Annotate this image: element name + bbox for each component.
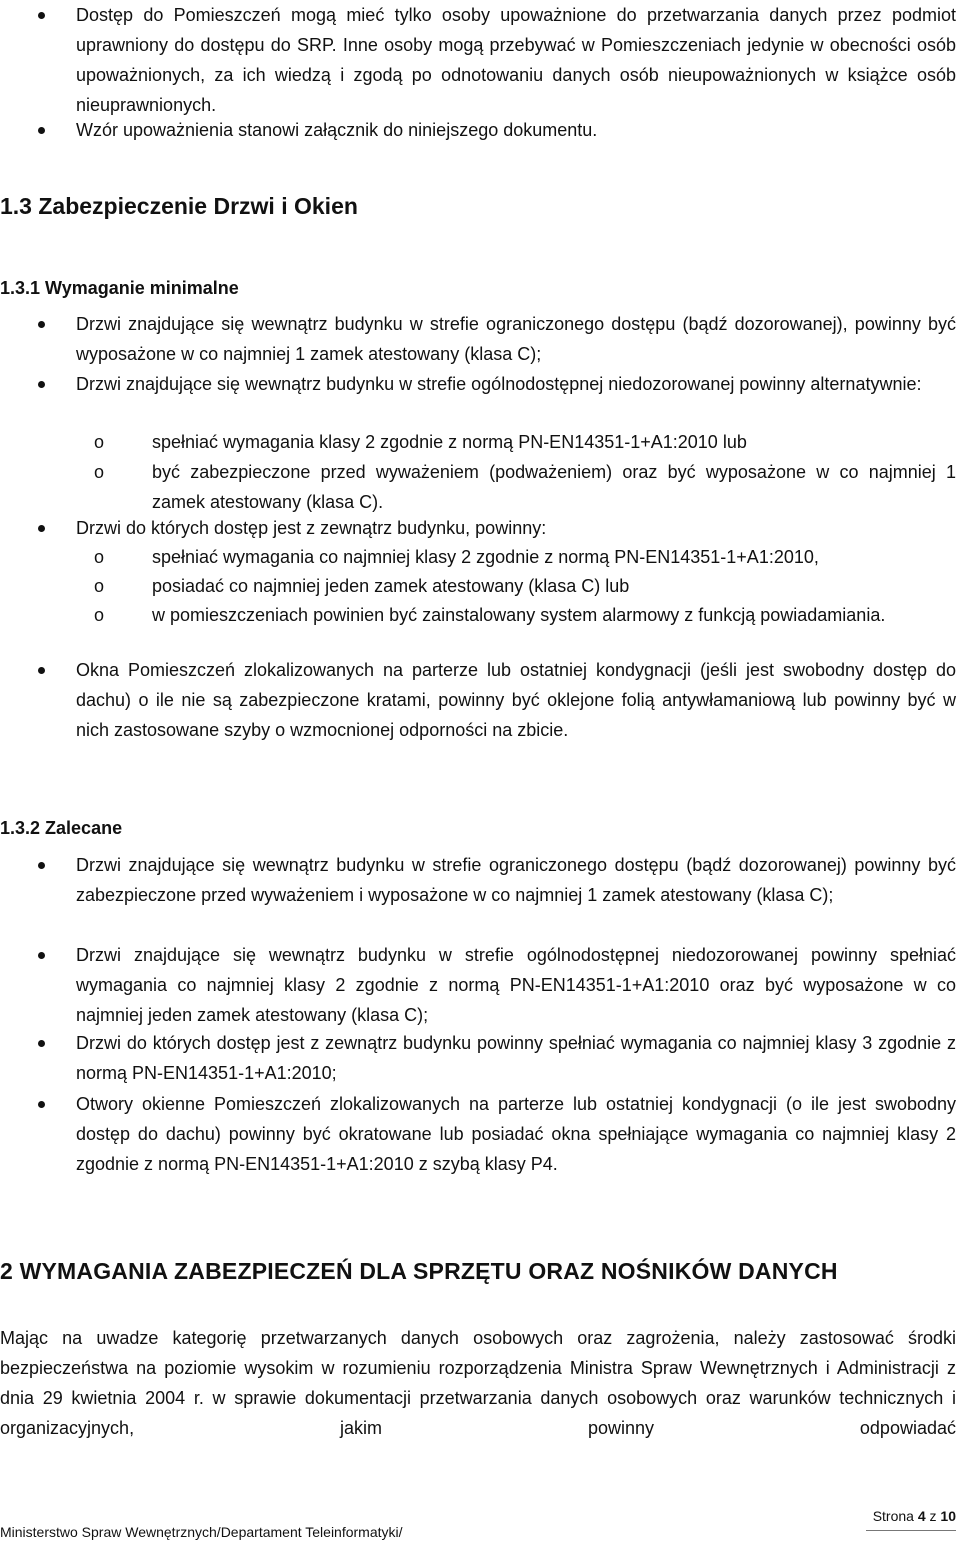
section-heading-1-3: 1.3 Zabezpieczenie Drzwi i Okien (0, 193, 358, 219)
requirement-subitem: o spełniać wymagania co najmniej klasy 2 zgodnie z normą PN-EN14351-1+A1:2010, (152, 542, 956, 572)
requirement-subitem: o posiadać co najmniej jeden zamek atestowany (klasa C) lub (152, 571, 956, 601)
recommendation-bullet: Drzwi znajdujące się wewnątrz budynku w strefie ograniczonego dostępu (bądź dozorowanej) powinny być zabezpieczone przed wyważeniem i wyposażone w co najmniej 1 zamek atestowany (klasa C); (76, 850, 956, 910)
footer-divider (866, 1530, 956, 1531)
page-total: 10 (940, 1508, 956, 1524)
footer-organization: Ministerstwo Spraw Wewnętrznych/Departament Teleinformatyki/ (0, 1524, 403, 1540)
requirement-subitem: o być zabezpieczone przed wyważeniem (podważeniem) oraz być wyposażone w co najmniej 1 zamek atestowany (klasa C). (152, 457, 956, 517)
requirement-bullet: Drzwi znajdujące się wewnątrz budynku w strefie ogólnodostępnej niedozorowanej powinny alternatywnie: (76, 369, 956, 399)
intro-bullet: Wzór upoważnienia stanowi załącznik do niniejszego dokumentu. (76, 115, 956, 145)
requirement-bullet: Okna Pomieszczeń zlokalizowanych na parterze lub ostatniej kondygnacji (jeśli jest swobodny dostęp do dachu) o ile nie są zabezpieczone kratami, powinny być oklejone folią antywłamaniową lub powinny być w nich zastosowane szyby o wzmocnionej odporności na zbicie. (76, 655, 956, 745)
page-of: z (929, 1508, 937, 1524)
requirement-bullet: Drzwi znajdujące się wewnątrz budynku w strefie ograniczonego dostępu (bądź dozorowanej), powinny być wyposażone w co najmniej 1 zamek atestowany (klasa C); (76, 309, 956, 369)
intro-bullet: Dostęp do Pomieszczeń mogą mieć tylko osoby upoważnione do przetwarzania danych przez podmiot uprawniony do dostępu do SRP. Inne osoby mogą przebywać w Pomieszczeniach jedynie w obecności osób upoważnionych, za ich wiedzą i zgodą po odnotowaniu danych osób nieupoważnionych w książce osób nieuprawnionych. (76, 0, 956, 120)
recommendation-bullet: Drzwi do których dostęp jest z zewnątrz budynku powinny spełniać wymagania co najmniej klasy 3 zgodnie z normą PN-EN14351-1+A1:2010; (76, 1028, 956, 1088)
subsection-heading-1-3-1: 1.3.1 Wymaganie minimalne (0, 278, 239, 298)
requirement-subitem: o w pomieszczeniach powinien być zainstalowany system alarmowy z funkcją powiadamiania. (152, 600, 956, 630)
recommendation-bullet: Drzwi znajdujące się wewnątrz budynku w strefie ogólnodostępnej niedozorowanej powinny spełniać wymagania co najmniej klasy 2 zgodnie z normą PN-EN14351-1+A1:2010 oraz być wyposażone w co najmniej jeden zamek atestowany (klasa C); (76, 940, 956, 1030)
page-label: Strona (872, 1508, 914, 1524)
page-current: 4 (917, 1508, 926, 1524)
chapter-heading-2: 2 WYMAGANIA ZABEZPIECZEŃ DLA SPRZĘTU ORAZ NOŚNIKÓW DANYCH (0, 1258, 838, 1284)
recommendation-bullet: Otwory okienne Pomieszczeń zlokalizowanych na parterze lub ostatniej kondygnacji (o ile jest swobodny dostęp do dachu) powinny być okratowane lub posiadać okna spełniające wymagania co najmniej klasy 2 zgodnie z normą PN-EN14351-1+A1:2010 z szybą klasy P4. (76, 1089, 956, 1179)
subsection-heading-1-3-2: 1.3.2 Zalecane (0, 818, 123, 838)
page-number (873, 1508, 956, 1524)
requirement-subitem: o spełniać wymagania klasy 2 zgodnie z normą PN-EN14351-1+A1:2010 lub (152, 427, 956, 457)
body-paragraph: Mając na uwadze kategorię przetwarzanych danych osobowych oraz zagrożenia, należy zastosować środki bezpieczeństwa na poziomie wysokim w rozumieniu rozporządzenia Ministra Spraw Wewnętrznych i Administracji z dnia 29 kwietnia 2004 r. w sprawie dokumentacji przetwarzania danych osobowych oraz warunków technicznych i organizacyjnych, jakim powinny odpowiadać (0, 1328, 956, 1438)
requirement-bullet: Drzwi do których dostęp jest z zewnątrz budynku, powinny: (76, 513, 956, 543)
